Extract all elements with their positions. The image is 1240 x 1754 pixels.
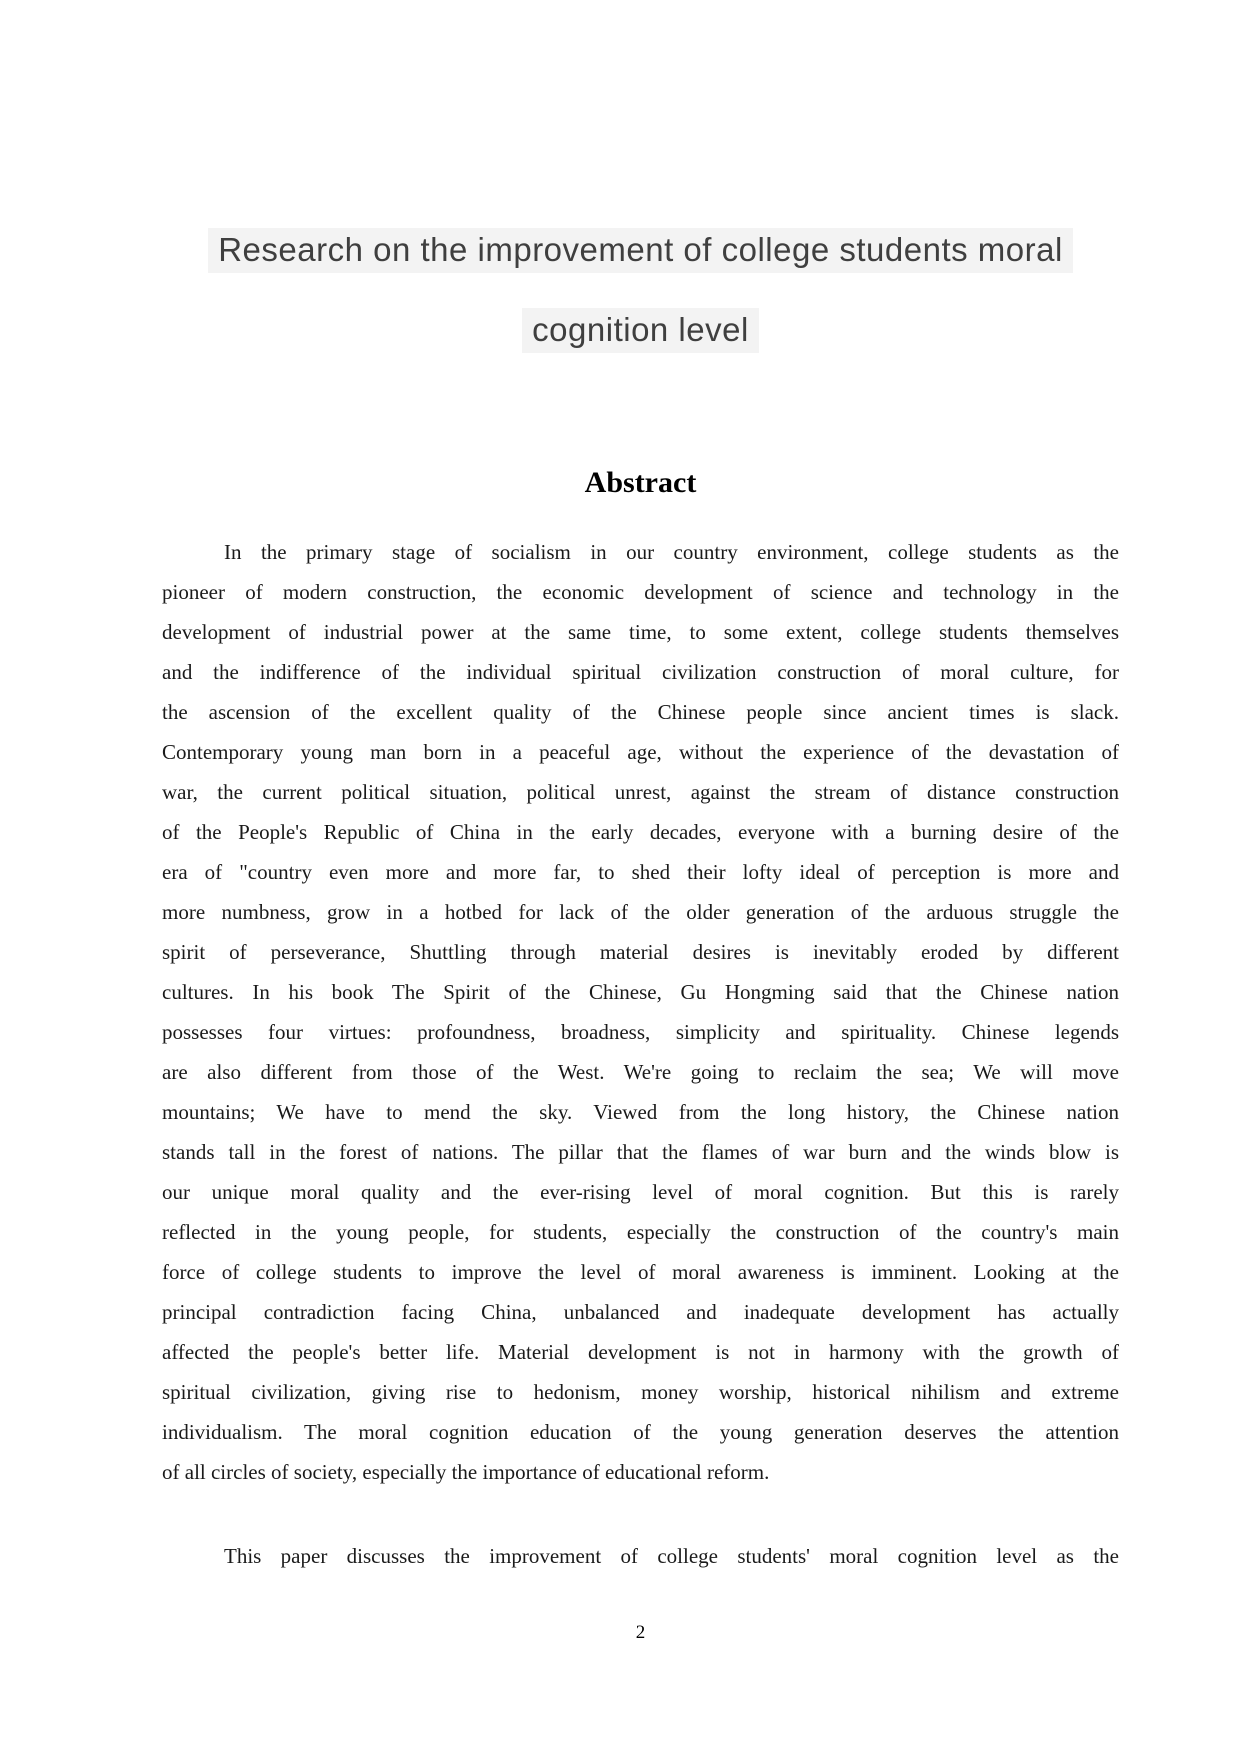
title-highlight: cognition level: [522, 308, 759, 353]
text-line: spiritual civilization, giving rise to hedonism, money worship, historical nihilism and extreme: [162, 1380, 1119, 1404]
text-line: affected the people's better life. Material development is not in harmony with the growth of: [162, 1340, 1119, 1364]
text-line: more numbness, grow in a hotbed for lack of the older generation of the arduous struggle the: [162, 900, 1119, 924]
abstract-heading: Abstract: [584, 466, 697, 499]
text-line: In the primary stage of socialism in our country environment, college students as the: [224, 540, 1119, 564]
text-line: the ascension of the excellent quality of the Chinese people since ancient times is slack.: [162, 700, 1119, 724]
text-line: cultures. In his book The Spirit of the Chinese, Gu Hongming said that the Chinese nation: [162, 980, 1119, 1004]
text-line: force of college students to improve the level of moral awareness is imminent. Looking at the: [162, 1260, 1119, 1284]
text-line: reflected in the young people, for students, especially the construction of the country's main: [162, 1220, 1119, 1244]
body-paragraph: [162, 1536, 1119, 1576]
text-line: individualism. The moral cognition education of the young generation deserves the attention: [162, 1420, 1119, 1444]
title-highlight: Research on the improvement of college students moral: [208, 228, 1073, 273]
text-line: Contemporary young man born in a peaceful age, without the experience of the devastation of: [162, 740, 1119, 764]
abstract-paragraph: [162, 532, 1119, 1492]
page-number: 2: [635, 1622, 646, 1643]
text-line: principal contradiction facing China, unbalanced and inadequate development has actually: [162, 1300, 1119, 1324]
text-line: era of "country even more and more far, to shed their lofty ideal of perception is more and: [162, 860, 1119, 884]
text-line: are also different from those of the West. We're going to reclaim the sea; We will move: [162, 1060, 1119, 1084]
text-line: mountains; We have to mend the sky. Viewed from the long history, the Chinese nation: [162, 1100, 1119, 1124]
page-title-line-1: [162, 231, 1119, 269]
text-line: This paper discusses the improvement of college students' moral cognition level as the: [224, 1544, 1119, 1568]
text-line: and the indifference of the individual spiritual civilization construction of moral culture, for: [162, 660, 1119, 684]
text-line: our unique moral quality and the ever-rising level of moral cognition. But this is rarely: [162, 1180, 1119, 1204]
text-line: pioneer of modern construction, the economic development of science and technology in the: [162, 580, 1119, 604]
text-line: stands tall in the forest of nations. The pillar that the flames of war burn and the winds blow is: [162, 1140, 1119, 1164]
text-line: of the People's Republic of China in the early decades, everyone with a burning desire of the: [162, 820, 1119, 844]
text-line: war, the current political situation, political unrest, against the stream of distance construction: [162, 780, 1119, 804]
text-line: of all circles of society, especially the importance of educational reform.: [162, 1460, 770, 1484]
page-title-line-2: [162, 311, 1119, 349]
text-line: spirit of perseverance, Shuttling through material desires is inevitably eroded by different: [162, 940, 1119, 964]
text-line: possesses four virtues: profoundness, broadness, simplicity and spirituality. Chinese legends: [162, 1020, 1119, 1044]
text-line: development of industrial power at the same time, to some extent, college students themselves: [162, 620, 1119, 644]
